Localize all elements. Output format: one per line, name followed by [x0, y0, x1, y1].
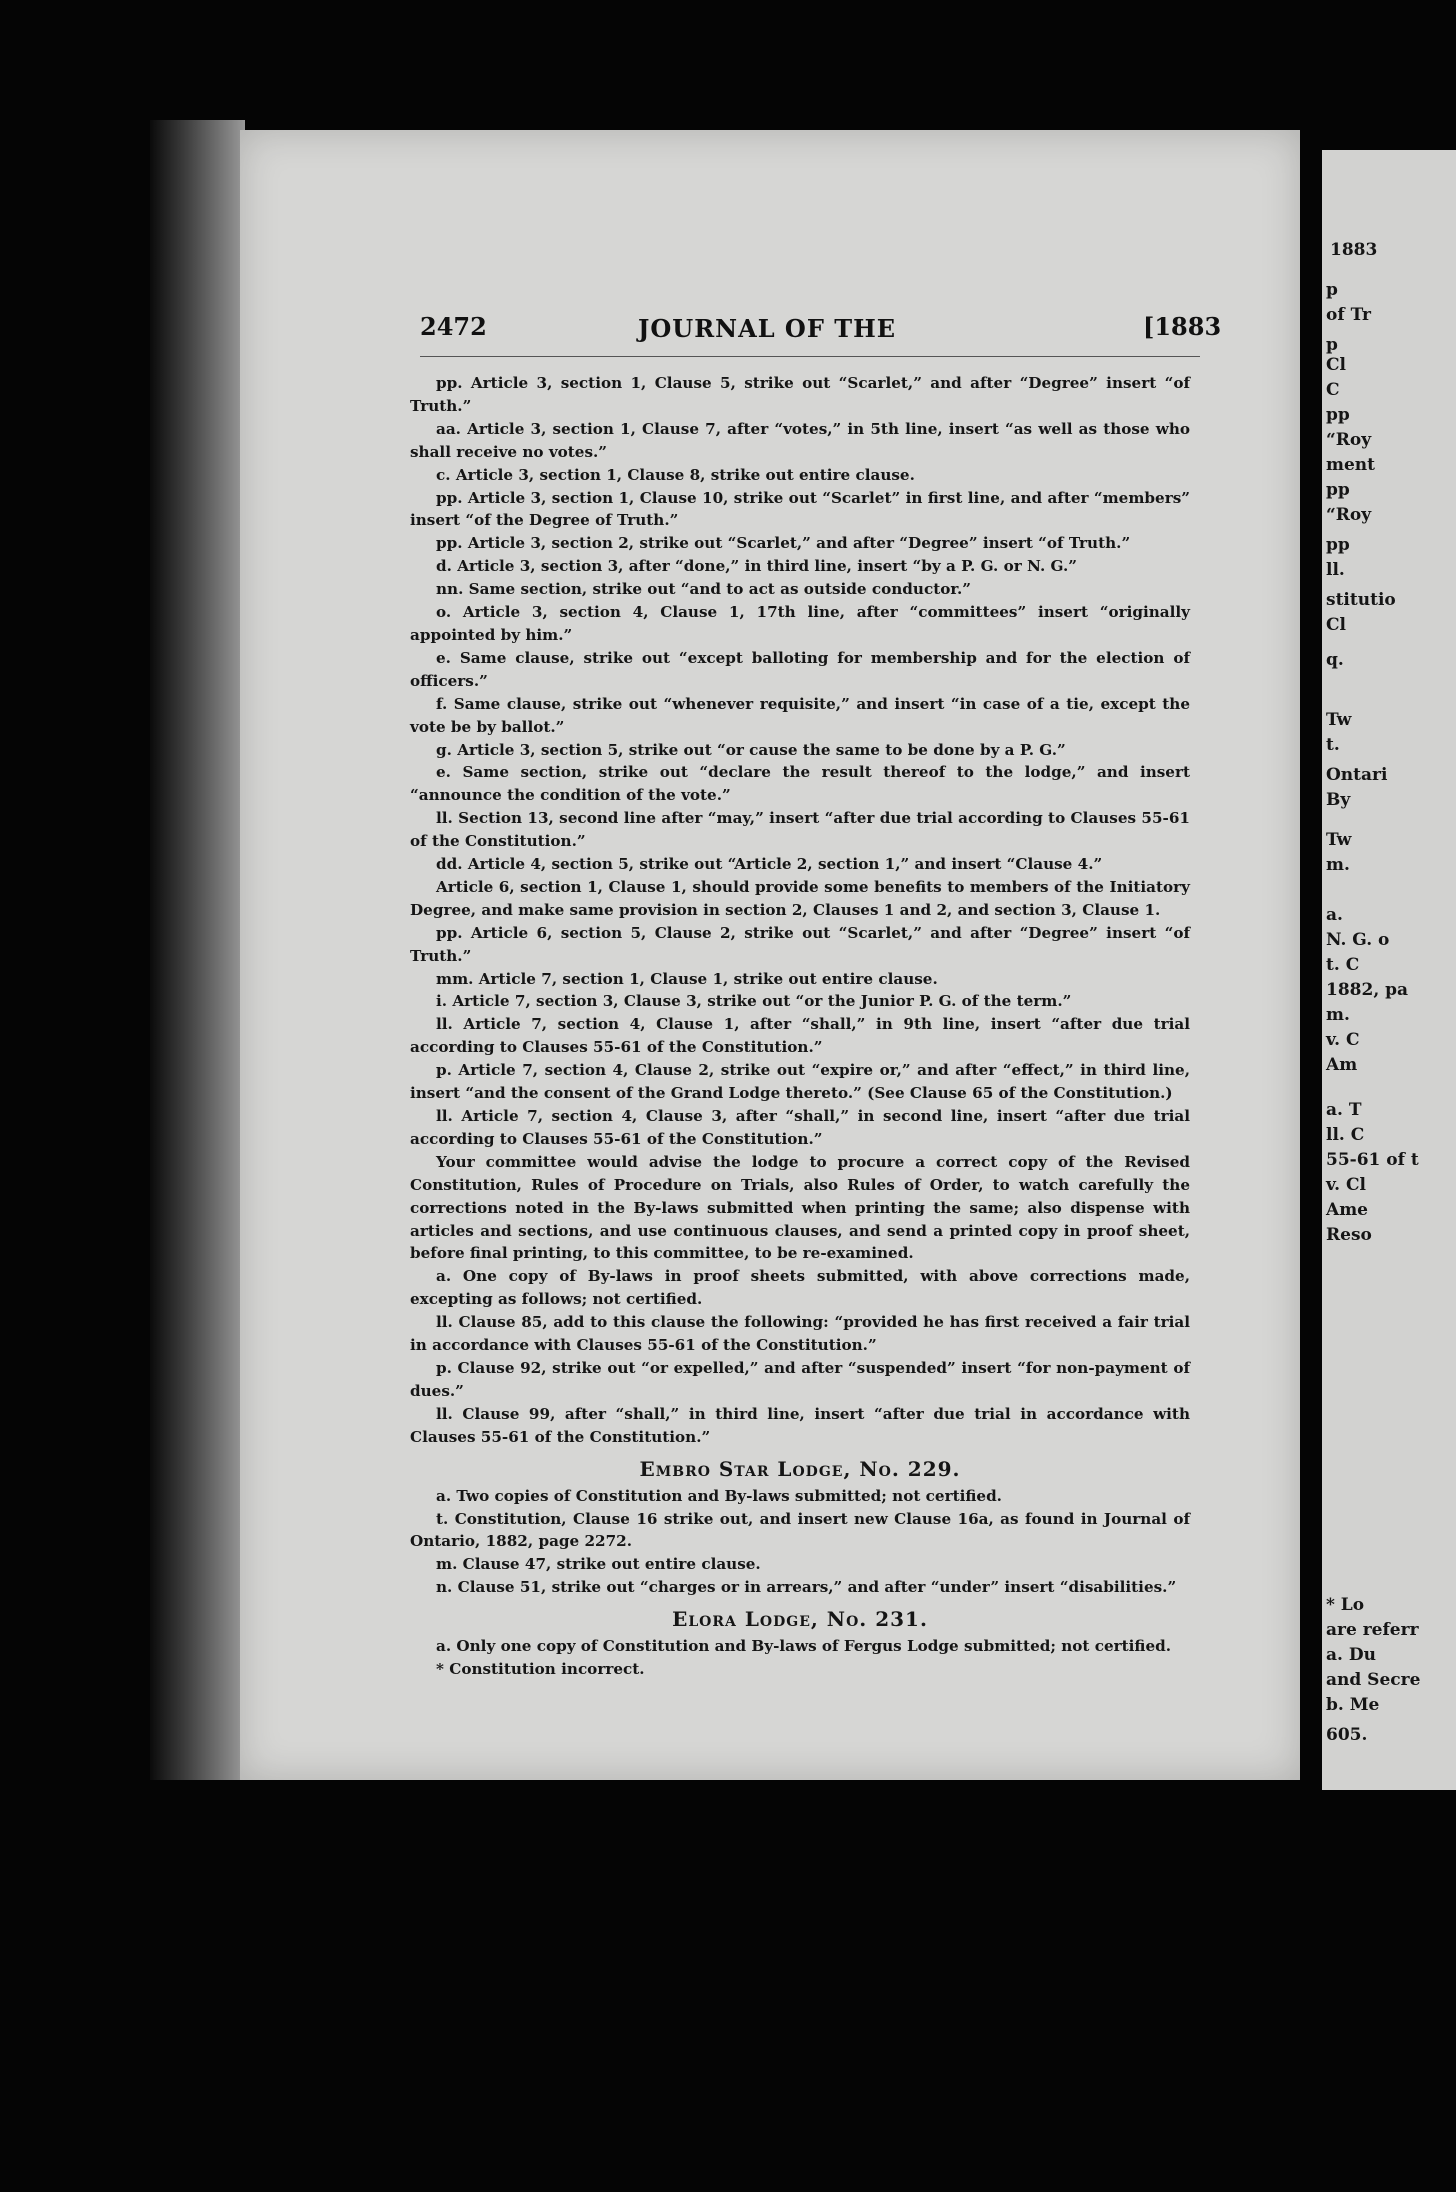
adjacent-page-fragment: v. Cl — [1326, 1175, 1366, 1195]
paragraph: ll. Article 7, section 4, Clause 1, after “shall,” in 9th line, insert “after due trial according to Clauses 55-61 of the Constitution.” — [410, 1015, 1190, 1057]
embro-paragraphs — [410, 1485, 1190, 1600]
page-header — [178, 312, 1222, 346]
adjacent-page-fragment: Tw — [1326, 710, 1352, 730]
paragraph: i. Article 7, section 3, Clause 3, strike out “or the Junior P. G. of the term.” — [436, 992, 1072, 1011]
adjacent-page-fragment: 55-61 of t — [1326, 1150, 1419, 1170]
paragraph: dd. Article 4, section 5, strike out “Article 2, section 1,” and insert “Clause 4.” — [436, 855, 1103, 874]
section-heading-embro: Embro Star Lodge, No. 229. — [639, 1456, 961, 1481]
paragraph: o. Article 3, section 4, Clause 1, 17th line, after “committees” insert “originally appointed by him.” — [410, 603, 1190, 644]
paragraph: a. Two copies of Constitution and By-laws submitted; not certified. — [436, 1486, 1002, 1505]
adjacent-page-fragment: pp — [1326, 535, 1350, 555]
running-title: JOURNAL OF THE — [638, 314, 897, 343]
section-heading-elora: Elora Lodge, No. 231. — [672, 1607, 928, 1632]
adjacent-page-fragment: Reso — [1326, 1225, 1372, 1245]
paragraph: n. Clause 51, strike out “charges or in arrears,” and after “under” insert “disabilities.” — [436, 1578, 1177, 1597]
paragraph: m. Clause 47, strike out entire clause. — [436, 1555, 761, 1574]
adjacent-page-fragment: are referr — [1326, 1620, 1419, 1640]
adjacent-page-fragment: stitutio — [1326, 590, 1396, 610]
adjacent-page-fragment: Cl — [1326, 615, 1346, 635]
paragraph: Your committee would advise the lodge to procure a correct copy of the Revised Constitution, Rules of Procedure on Trials, also Rules of Order, to watch carefully the corrections noted in the By-laws submitted when printing the same; also dispense with articles and sections, and use continuous clauses, and send a printed copy in proof sheet, before final printing, to this committee, to be re-examined. — [410, 1152, 1190, 1263]
adjacent-page-fragment: C — [1326, 380, 1340, 400]
adjacent-page-fragment: a. — [1326, 905, 1343, 925]
elora-paragraphs — [410, 1635, 1190, 1681]
adjacent-page-fragment: a. T — [1326, 1100, 1362, 1120]
adjacent-page-fragment: b. Me — [1326, 1695, 1380, 1715]
paragraph: p. Article 7, section 4, Clause 2, strike out “expire or,” and after “effect,” in third line, insert “and the consent of the Grand Lodge thereto.” (See Clause 65 of the Constitution.) — [410, 1061, 1190, 1103]
main-paragraphs — [410, 372, 1190, 1449]
adjacent-page-fragment: t. C — [1326, 955, 1360, 975]
adjacent-page-fragment: m. — [1326, 1005, 1350, 1025]
adjacent-page-fragment: p — [1326, 280, 1338, 300]
paragraph: d. Article 3, section 3, after “done,” in third line, insert “by a P. G. or N. G.” — [436, 557, 1077, 576]
book-binding-shadow — [150, 120, 245, 1780]
paragraph: a. Only one copy of Constitution and By-laws of Fergus Lodge submitted; not certified. — [436, 1637, 1172, 1656]
adjacent-page-fragment: v. C — [1326, 1030, 1360, 1050]
adjacent-page-fragment: m. — [1326, 855, 1350, 875]
adjacent-page-fragment: pp — [1326, 405, 1350, 425]
adjacent-page-fragment: t. — [1326, 735, 1340, 755]
paragraph: f. Same clause, strike out “whenever requisite,” and insert “in case of a tie, except the vote be by ballot.” — [410, 694, 1190, 736]
paragraph: nn. Same section, strike out “and to act as outside conductor.” — [436, 580, 971, 599]
paragraph: aa. Article 3, section 1, Clause 7, after “votes,” in 5th line, insert “as well as those who shall receive no votes.” — [410, 419, 1190, 461]
paragraph: g. Article 3, section 5, strike out “or cause the same to be done by a P. G.” — [436, 740, 1066, 759]
paragraph: c. Article 3, section 1, Clause 8, strike out entire clause. — [436, 465, 915, 484]
adjacent-page-fragment: “Roy — [1326, 505, 1372, 525]
adjacent-page-fragment: 605. — [1326, 1725, 1368, 1745]
paragraph: a. One copy of By-laws in proof sheets submitted, with above corrections made, excepting as follows; not certified. — [410, 1267, 1190, 1309]
adjacent-page-fragment: ment — [1326, 455, 1376, 475]
adjacent-page-fragment: p — [1326, 335, 1338, 355]
adjacent-page-fragment: q. — [1326, 650, 1344, 670]
adjacent-page-fragment: Tw — [1326, 830, 1352, 850]
adjacent-page-fragment: N. G. o — [1326, 930, 1390, 950]
paragraph: * Constitution incorrect. — [436, 1660, 645, 1679]
paragraph: e. Same section, strike out “declare the result thereof to the lodge,” and insert “announce the condition of the vote.” — [410, 763, 1190, 805]
header-rule — [420, 356, 1200, 357]
adjacent-page-fragment: Ame — [1326, 1200, 1368, 1220]
adjacent-page-fragment: “Roy — [1326, 430, 1372, 450]
adjacent-page-fragment: pp — [1326, 480, 1350, 500]
adjacent-page-fragment: * Lo — [1326, 1595, 1365, 1615]
paragraph: e. Same clause, strike out “except balloting for membership and for the election of officers.” — [410, 648, 1190, 690]
adjacent-page-fragment: Am — [1326, 1055, 1358, 1075]
adjacent-page-fragment: ll. C — [1326, 1125, 1365, 1145]
paragraph: pp. Article 3, section 1, Clause 10, strike out “Scarlet” in first line, and after “members” insert “of the Degree of Truth.” — [410, 488, 1190, 530]
page-body — [410, 372, 1190, 1681]
adjacent-page-fragment: a. Du — [1326, 1645, 1376, 1665]
paragraph: Article 6, section 1, Clause 1, should provide some benefits to members of the Initiatory Degree, and make same provision in section 2, Clauses 1 and 2, and section 3, Clause 1. — [410, 877, 1190, 919]
adjacent-page-fragment: By — [1326, 790, 1351, 810]
paragraph: pp. Article 6, section 5, Clause 2, strike out “Scarlet,” and after “Degree” insert “of Truth.” — [410, 923, 1190, 965]
header-year: [1883 — [1143, 312, 1222, 341]
paragraph: ll. Article 7, section 4, Clause 3, after “shall,” in second line, insert “after due trial according to Clauses 55-61 of the Constitution.” — [410, 1107, 1190, 1148]
adjacent-page-edge — [1322, 150, 1456, 1790]
paragraph: ll. Section 13, second line after “may,” insert “after due trial according to Clauses 55-61 of the Constitution.” — [410, 809, 1190, 851]
paragraph: mm. Article 7, section 1, Clause 1, strike out entire clause. — [436, 969, 938, 988]
paragraph: pp. Article 3, section 1, Clause 5, strike out “Scarlet,” and after “Degree” insert “of Truth.” — [410, 374, 1190, 415]
adjacent-page-fragment: of Tr — [1326, 305, 1371, 325]
adjacent-page-fragment: 1882, pa — [1326, 980, 1409, 1000]
paragraph: ll. Clause 99, after “shall,” in third line, insert “after due trial in accordance with Clauses 55-61 of the Constitution.” — [410, 1404, 1190, 1446]
adjacent-page-fragment: ll. — [1326, 560, 1345, 580]
adjacent-page-fragment: Ontari — [1326, 765, 1388, 785]
adjacent-page-fragment: and Secre — [1326, 1670, 1421, 1690]
paragraph: t. Constitution, Clause 16 strike out, and insert new Clause 16a, as found in Journal of Ontario, 1882, page 2272. — [410, 1509, 1190, 1551]
adjacent-page-fragment: Cl — [1326, 355, 1346, 375]
paragraph: ll. Clause 85, add to this clause the following: “provided he has first received a fair trial in accordance with Clauses 55-61 of the Constitution.” — [410, 1313, 1190, 1355]
paragraph: p. Clause 92, strike out “or expelled,” and after “suspended” insert “for non-payment of dues.” — [410, 1358, 1190, 1400]
paragraph: pp. Article 3, section 2, strike out “Scarlet,” and after “Degree” insert “of Truth.” — [436, 534, 1131, 553]
page-number: 2472 — [420, 312, 487, 341]
adjacent-page-fragment: 1883 — [1330, 240, 1378, 260]
